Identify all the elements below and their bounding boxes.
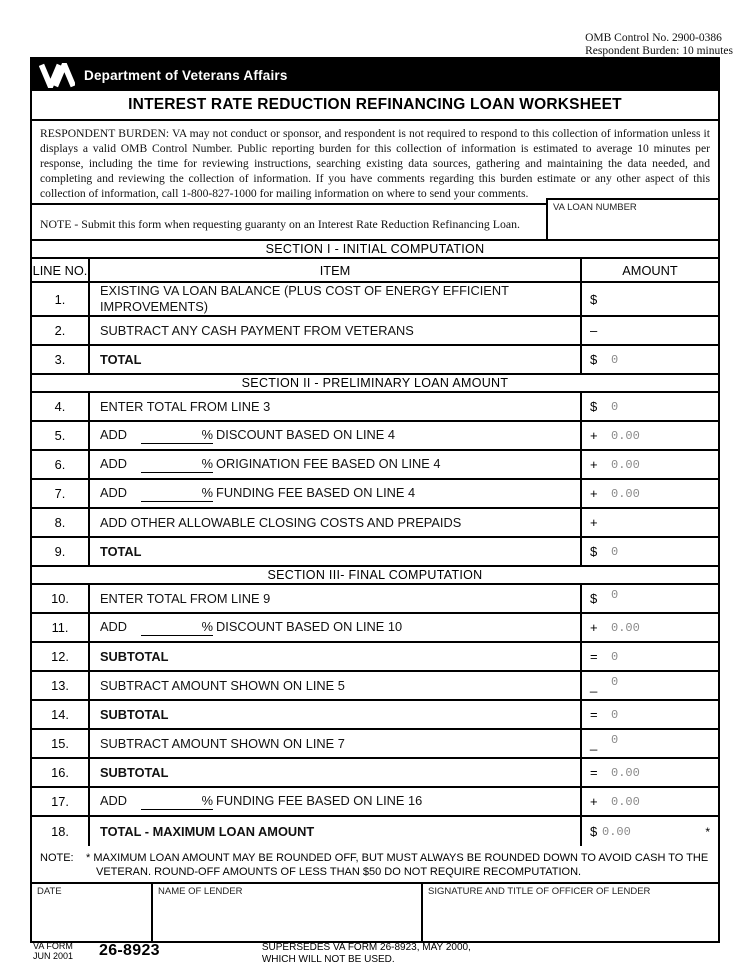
line-number: 17. [32,788,90,815]
amount-cell[interactable] [582,614,718,641]
va-logo-icon [39,63,75,88]
amount-cell[interactable] [582,672,718,699]
item-cell [90,817,582,846]
form-title: INTEREST RATE REDUCTION REFINANCING LOAN WORKSHEET [128,96,622,113]
amount-cell[interactable] [582,346,718,373]
line-number: 18. [32,817,90,846]
va-loan-number-label: VA LOAN NUMBER [553,202,637,213]
rounding-asterisk: * [705,824,710,839]
table-row [32,422,718,451]
agency-header-bar [32,59,718,91]
amount-symbol: $ [590,544,598,559]
amount-cell[interactable] [582,585,718,612]
item-text: ADD [100,456,128,471]
item-text: TOTAL [100,351,142,367]
amount-value[interactable]: 0.00 [611,620,640,635]
col-item: ITEM [90,259,582,281]
item-cell [90,480,582,507]
line-number: 4. [32,393,90,420]
item-cell [90,538,582,565]
amount-symbol: + [590,486,598,501]
line-number: 3. [32,346,90,373]
amount-value[interactable]: 0 [611,732,619,747]
omb-control-number: OMB Control No. 2900-0386 [585,32,722,44]
amount-cell[interactable] [582,509,718,536]
item-cell [90,614,582,641]
respondent-burden-notice: RESPONDENT BURDEN: VA may not conduct or sponsor, and respondent is not required to respond to this collection of information unless it displays a valid OMB Control Number. Public reporting burden for this collection of information is estimated to average 10 minutes per response, including the time for reviewing instructions, searching existing data sources, gathering and maintaining the data needed, and completing and reviewing the collection of information. If you have comments regarding this burden estimate or any other aspect of this collection of information, call 1-800-827-1000 for mailing information on where to send your comments. [32,121,718,205]
table-row [32,730,718,759]
amount-value[interactable]: 0 [611,707,619,722]
col-line-no: LINE NO. [32,259,90,281]
table-row [32,346,718,375]
agency-name: Department of Veterans Affairs [84,67,288,83]
item-text: ORIGINATION FEE BASED ON LINE 4 [216,456,441,471]
table-row [32,672,718,701]
amount-value[interactable]: 0.00 [602,824,631,839]
item-text: ADD [100,485,128,500]
officer-signature-label: SIGNATURE AND TITLE OF OFFICER OF LENDER [428,886,651,897]
item-text: TOTAL - MAXIMUM LOAN AMOUNT [100,823,315,839]
line-number: 12. [32,643,90,670]
amount-symbol: = [590,649,598,664]
item-cell [90,730,582,757]
amount-symbol: $ [590,352,598,367]
rounding-note [32,846,718,884]
item-text: TOTAL [100,543,142,559]
amount-symbol: $ [590,824,598,839]
line-number: 8. [32,509,90,536]
va-form-label: VA FORM JUN 2001 [33,941,74,961]
amount-cell[interactable] [582,730,718,757]
amount-value[interactable]: 0.00 [611,428,640,443]
item-cell [90,317,582,344]
section-title: SECTION III- FINAL COMPUTATION [32,567,718,585]
amount-cell[interactable] [582,788,718,815]
amount-value[interactable]: 0 [611,544,619,559]
item-text: ADD [100,427,128,442]
fill-in-blank[interactable]: % [141,485,213,502]
amount-symbol: $ [590,291,598,307]
amount-symbol: – [590,323,598,338]
form-title-row [32,91,718,121]
amount-cell[interactable] [582,643,718,670]
submit-note-text: NOTE - Submit this form when requesting guaranty on an Interest Rate Reduction Refinancing Loan. [40,217,520,231]
amount-symbol: = [590,765,598,780]
table-row [32,317,718,346]
amount-value[interactable]: 0 [611,352,619,367]
table-row [32,538,718,567]
amount-cell[interactable] [582,701,718,728]
table-header-row [32,259,718,283]
fill-in-blank[interactable]: % [141,456,213,473]
item-text: DISCOUNT BASED ON LINE 4 [216,427,395,442]
item-text: DISCOUNT BASED ON LINE 10 [216,619,403,634]
line-number: 13. [32,672,90,699]
table-row [32,788,718,817]
table-row [32,585,718,614]
amount-value[interactable]: 0 [611,399,619,414]
amount-cell[interactable] [582,283,718,315]
amount-value[interactable]: 0 [611,649,619,664]
amount-symbol: $ [590,591,598,606]
respondent-burden-line: Respondent Burden: 10 minutes [585,45,733,57]
item-cell [90,701,582,728]
lender-name-label: NAME OF LENDER [158,886,243,897]
omb-control-block [585,32,733,58]
table-row [32,283,718,317]
line-number: 7. [32,480,90,507]
rounding-note-line2: VETERAN. ROUND-OFF AMOUNTS OF LESS THAN $50 DO NOT REQUIRE RECOMPUTATION. [96,865,582,878]
item-text: FUNDING FEE BASED ON LINE 4 [216,485,416,500]
amount-value[interactable]: 0.00 [611,765,640,780]
item-text: ENTER TOTAL FROM LINE 3 [100,398,271,414]
table-row [32,817,718,846]
col-amount: AMOUNT [622,262,678,278]
amount-value[interactable]: 0.00 [611,486,640,501]
item-cell [90,643,582,670]
item-text: FUNDING FEE BASED ON LINE 16 [216,793,423,808]
rounding-note-text [86,852,708,882]
line-number: 1. [32,283,90,315]
amount-symbol: $ [590,399,598,414]
va-form-26-8923 [30,57,720,943]
form-footer [30,941,720,965]
lender-name-field[interactable] [153,884,423,941]
amount-cell[interactable] [582,451,718,478]
line-number: 6. [32,451,90,478]
amount-symbol: _ [590,736,598,751]
item-text: EXISTING VA LOAN BALANCE (PLUS COST OF ENERGY EFFICIENT IMPROVEMENTS) [100,283,509,314]
amount-cell[interactable] [582,538,718,565]
amount-symbol: + [590,620,598,635]
date-field[interactable] [32,884,153,941]
amount-value[interactable]: 0.00 [611,457,640,472]
item-text: SUBTRACT AMOUNT SHOWN ON LINE 5 [100,677,345,693]
amount-cell[interactable] [582,393,718,420]
item-text: SUBTRACT ANY CASH PAYMENT FROM VETERANS [100,322,414,338]
line-number: 14. [32,701,90,728]
date-label: DATE [37,886,62,897]
amount-cell[interactable] [582,759,718,786]
item-text: SUBTOTAL [100,648,169,664]
item-cell [90,283,582,315]
item-cell [90,788,582,815]
fill-in-blank[interactable]: % [141,793,213,810]
rounding-note-line1: * MAXIMUM LOAN AMOUNT MAY BE ROUNDED OFF, BUT MUST ALWAYS BE ROUNDED DOWN TO AVOID CASH TO THE [86,852,709,864]
line-number: 16. [32,759,90,786]
item-cell [90,346,582,373]
amount-value[interactable]: 0 [611,587,619,602]
item-cell [90,759,582,786]
table-row [32,614,718,643]
section-title: SECTION II - PRELIMINARY LOAN AMOUNT [32,375,718,393]
officer-signature-field[interactable] [423,884,718,941]
computation-table [32,241,718,846]
table-row [32,480,718,509]
fill-in-blank[interactable]: % [141,619,213,636]
item-text: SUBTRACT AMOUNT SHOWN ON LINE 7 [100,735,345,751]
table-row [32,393,718,422]
amount-symbol: = [590,707,598,722]
amount-cell[interactable] [582,317,718,344]
item-cell [90,672,582,699]
table-row [32,451,718,480]
amount-symbol: + [590,457,598,472]
amount-cell[interactable] [582,422,718,449]
item-text: ADD OTHER ALLOWABLE CLOSING COSTS AND PREPAIDS [100,514,462,530]
amount-symbol: + [590,428,598,443]
va-loan-number-box[interactable] [546,198,718,239]
item-cell [90,422,582,449]
table-row [32,509,718,538]
line-number: 15. [32,730,90,757]
item-text: SUBTOTAL [100,764,169,780]
line-number: 5. [32,422,90,449]
item-cell [90,509,582,536]
item-text: ADD [100,793,128,808]
amount-symbol: _ [590,678,598,693]
item-cell [90,393,582,420]
line-number: 11. [32,614,90,641]
amount-cell[interactable] [582,480,718,507]
amount-cell[interactable] [582,817,718,846]
item-cell [90,451,582,478]
table-row [32,759,718,788]
amount-symbol: + [590,794,598,809]
line-number: 2. [32,317,90,344]
section-title: SECTION I - INITIAL COMPUTATION [32,241,718,259]
signature-row [32,884,718,941]
item-cell [90,585,582,612]
amount-value[interactable]: 0.00 [611,794,640,809]
item-text: ADD [100,619,128,634]
rounding-note-label: NOTE: [40,852,74,864]
amount-value[interactable]: 0 [611,674,619,689]
form-number: 26-8923 [99,942,160,959]
supersedes-note: SUPERSEDES VA FORM 26-8923, MAY 2000, WHICH WILL NOT BE USED. [261,942,471,965]
line-number: 9. [32,538,90,565]
table-row [32,643,718,672]
line-number: 10. [32,585,90,612]
fill-in-blank[interactable]: % [141,427,213,444]
item-text: SUBTOTAL [100,706,169,722]
item-text: ENTER TOTAL FROM LINE 9 [100,590,271,606]
submit-note-row [32,202,718,241]
table-row [32,701,718,730]
amount-symbol: + [590,515,598,530]
